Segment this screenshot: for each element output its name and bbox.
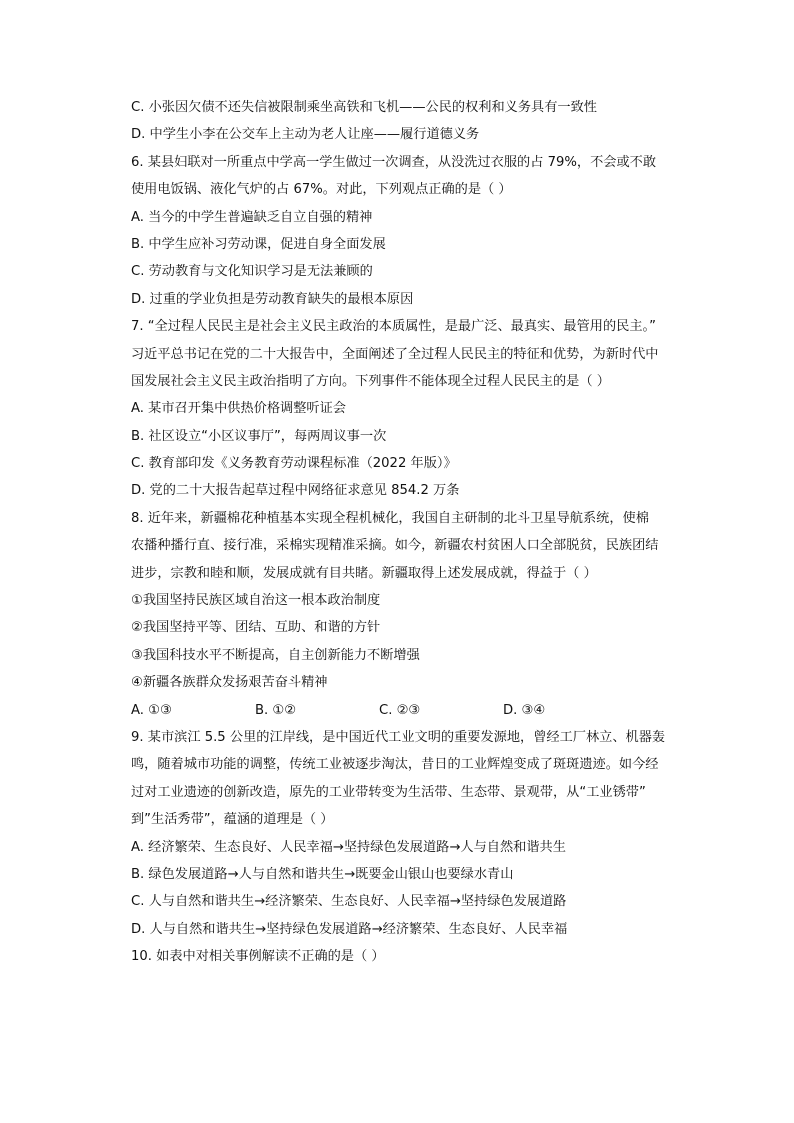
q6-stem-line-2: 使用电饭锅、液化气炉的占 67%。对此，下列观点正确的是（ ） — [131, 182, 512, 198]
q6-option-a: A. 当今的中学生普遍缺乏自立自强的精神 — [131, 209, 373, 225]
q7-option-d: D. 党的二十大报告起草过程中网络征求意见 854.2 万条 — [131, 483, 460, 499]
q6-option-d: D. 过重的学业负担是劳动教育缺失的最根本原因 — [131, 291, 414, 307]
q8-option-d: D. ③④ — [503, 702, 546, 718]
q8-option-b: B. ①② — [255, 702, 297, 718]
q6-stem-line-1: 6. 某县妇联对一所重点中学高一学生做过一次调查，从没洗过衣服的占 79%，不会或不敢 — [131, 154, 657, 170]
q8-option-a: A. ①③ — [131, 702, 172, 718]
q9-option-a: A. 经济繁荣、生态良好、人民幸福→坚持绿色发展道路→人与自然和谐共生 — [131, 839, 566, 855]
q8-statement-3: ③我国科技水平不断提高，自主创新能力不断增强 — [131, 647, 420, 663]
question-content — [131, 94, 691, 971]
q10-stem: 10. 如表中对相关事例解读不正确的是（ ） — [131, 949, 385, 965]
q8-statement-4: ④新疆各族群众发扬艰苦奋斗精神 — [131, 675, 328, 691]
q9-option-c: C. 人与自然和谐共生→经济繁荣、生态良好、人民幸福→坚持绿色发展道路 — [131, 894, 567, 910]
q6-option-c: C. 劳动教育与文化知识学习是无法兼顾的 — [131, 264, 373, 280]
q9-option-b: B. 绿色发展道路→人与自然和谐共生→既要金山银山也要绿水青山 — [131, 866, 514, 882]
q7-option-a: A. 某市召开集中供热价格调整听证会 — [131, 401, 346, 417]
q7-stem-line-3: 国发展社会主义民主政治指明了方向。下列事件不能体现全过程人民民主的是（ ） — [131, 373, 610, 389]
q9-stem-line-3: 过对工业遗迹的创新改造，原先的工业带转变为生活带、生态带、景观带，从“工业锈带” — [131, 784, 646, 800]
q8-option-c: C. ②③ — [379, 702, 421, 718]
q6-option-b: B. 中学生应补习劳动课，促进自身全面发展 — [131, 236, 386, 252]
q9-option-d: D. 人与自然和谐共生→坚持绿色发展道路→经济繁荣、生态良好、人民幸福 — [131, 921, 568, 937]
q8-stem-line-2: 农播种播行直、接行准，采棉实现精准采摘。如今，新疆农村贫困人口全部脱贫，民族团结 — [131, 538, 659, 554]
q7-stem-line-1: 7. “全过程人民民主是社会主义民主政治的本质属性，是最广泛、最真实、最管用的民主。” — [131, 319, 656, 335]
q9-stem-line-1: 9. 某市滨江 5.5 公里的江岸线，是中国近代工业文明的重要发源地，曾经工厂林立、机器轰 — [131, 729, 666, 745]
q9-stem-line-2: 鸣，随着城市功能的调整，传统工业被逐步淘汰，昔日的工业辉煌变成了斑斑遗迹。如今经 — [131, 757, 659, 773]
q8-stem-line-1: 8. 近年来，新疆棉花种植基本实现全程机械化，我国自主研制的北斗卫星导航系统，使棉 — [131, 510, 649, 526]
q8-statement-1: ①我国坚持民族区域自治这一根本政治制度 — [131, 593, 381, 609]
q9-stem-line-4: 到”生活秀带”，蕴涵的道理是（ ） — [131, 812, 334, 828]
q8-options-row — [131, 697, 691, 724]
q8-stem-line-3: 进步，宗教和睦和顺，发展成就有目共睹。新疆取得上述发展成就，得益于（ ） — [131, 565, 597, 581]
q7-option-c: C. 教育部印发《义务教育劳动课程标准（2022 年版）》 — [131, 456, 457, 472]
q5-option-d: D. 中学生小李在公交车上主动为老人让座——履行道德义务 — [131, 127, 480, 143]
q5-option-c: C. 小张因欠债不还失信被限制乘坐高铁和飞机——公民的权利和义务具有一致性 — [131, 100, 597, 115]
q7-option-b: B. 社区设立“小区议事厅”，每两周议事一次 — [131, 428, 387, 444]
q7-stem-line-2: 习近平总书记在党的二十大报告中，全面阐述了全过程人民民主的特征和优势，为新时代中 — [131, 346, 659, 362]
q8-statement-2: ②我国坚持平等、团结、互助、和谐的方针 — [131, 620, 381, 636]
